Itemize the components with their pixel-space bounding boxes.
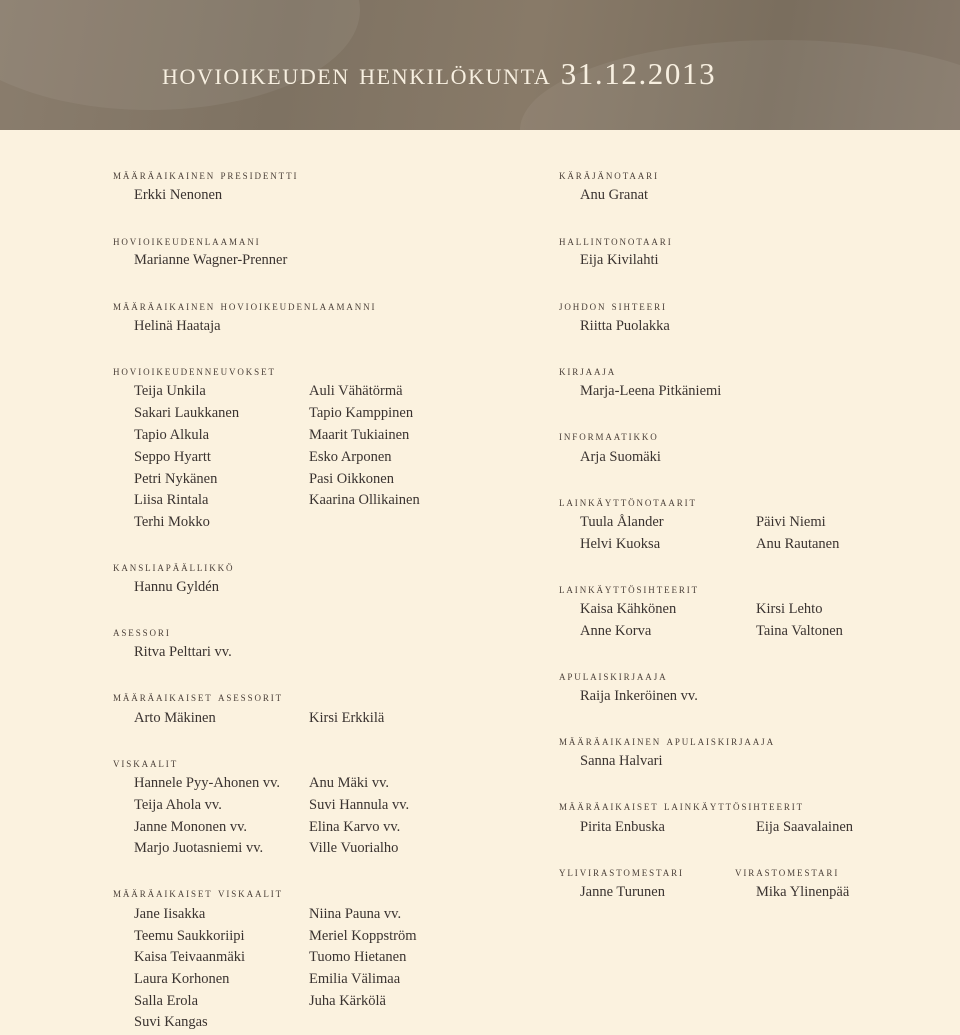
name-item: Raija Inkeröinen vv. [580, 688, 698, 704]
heading-maaraaikainen-hovioikeudenlaamanni: määräaikainen hovioikeudenlaamanni [113, 298, 377, 313]
heading-kirjaaja: kirjaaja [559, 363, 617, 378]
header-banner [0, 0, 960, 130]
heading-johdon-sihteeri: johdon sihteeri [559, 298, 667, 313]
name-item: Suvi Kangas [134, 1014, 208, 1030]
name-item: Sakari Laukkanen [134, 405, 240, 421]
name-item: Teemu Saukkoriipi [134, 928, 245, 944]
name-item: Maarit Tukiainen [309, 427, 410, 443]
name-item: Anne Korva [580, 623, 652, 639]
name-item: Tapio Alkula [134, 427, 210, 443]
name-item: Kirsi Lehto [756, 601, 823, 617]
name-item: Laura Korhonen [134, 971, 230, 987]
name-item: Marja-Leena Pitkäniemi [580, 383, 722, 399]
name-item: Seppo Hyartt [134, 449, 211, 465]
heading-viskaalit: viskaalit [113, 755, 179, 770]
name-item: Suvi Hannula vv. [309, 797, 410, 813]
name-item: Helinä Haataja [134, 318, 221, 334]
name-item: Elina Karvo vv. [309, 819, 401, 835]
heading-maaraaikainen-presidentti: määräaikainen presidentti [113, 167, 299, 182]
name-item: Eija Kivilahti [580, 252, 659, 268]
heading-ylivirastomestari: ylivirastomestari [559, 864, 684, 879]
name-item: Petri Nykänen [134, 471, 218, 487]
heading-asessori: asessori [113, 624, 171, 639]
name-item: Kaisa Teivaanmäki [134, 949, 246, 965]
name-item: Ritva Pelttari vv. [134, 644, 232, 660]
heading-hovioikeudenlaamani: hovioikeudenlaamani [113, 233, 261, 248]
name-item: Teija Ahola vv. [134, 797, 222, 813]
name-item: Salla Erola [134, 993, 199, 1009]
name-item: Emilia Välimaa [309, 971, 401, 987]
name-item: Hannu Gyldén [134, 579, 219, 595]
banner-texture [0, 0, 360, 110]
name-item: Pasi Oikkonen [309, 471, 394, 487]
heading-informaatikko: informaatikko [559, 428, 659, 443]
name-item: Arto Mäkinen [134, 710, 216, 726]
name-item: Jane Iisakka [134, 906, 206, 922]
heading-hallintonotaari: hallintonotaari [559, 233, 673, 248]
heading-maaraaikaiset-viskaalit: määräaikaiset viskaalit [113, 885, 284, 900]
heading-maaraaikaiset-asessorit: määräaikaiset asessorit [113, 689, 284, 704]
name-item: Riitta Puolakka [580, 318, 670, 334]
name-item: Helvi Kuoksa [580, 536, 661, 552]
heading-apulaiskirjaaja: apulaiskirjaaja [559, 668, 668, 683]
heading-kansliapaallikko: kansliapäällikkö [113, 559, 235, 574]
name-item: Tuomo Hietanen [309, 949, 407, 965]
name-item: Meriel Koppström [309, 928, 417, 944]
name-item: Janne Turunen [580, 884, 665, 900]
name-item: Hannele Pyy-Ahonen vv. [134, 775, 281, 791]
heading-karajanotaari: käräjänotaari [559, 167, 659, 182]
heading-lainkayttonotaarit: lainkäyttönotaarit [559, 494, 697, 509]
name-item: Taina Valtonen [756, 623, 843, 639]
heading-hovioikeudenneuvokset: hovioikeudenneuvokset [113, 363, 276, 378]
name-item: Eija Saavalainen [756, 819, 854, 835]
name-item: Tapio Kamppinen [309, 405, 414, 421]
name-item: Kaisa Kähkönen [580, 601, 677, 617]
heading-maaraaikaiset-lainkayttosihteerit: määräaikaiset lainkäyttösihteerit [559, 798, 805, 813]
name-item: Anu Granat [580, 187, 649, 203]
name-item: Auli Vähätörmä [309, 383, 403, 399]
name-item: Teija Unkila [134, 383, 206, 399]
name-item: Anu Rautanen [756, 536, 840, 552]
name-item: Kirsi Erkkilä [309, 710, 385, 726]
name-item: Niina Pauna vv. [309, 906, 402, 922]
name-item: Ville Vuorialho [309, 840, 399, 856]
heading-lainkayttosihteerit: lainkäyttösihteerit [559, 581, 700, 596]
name-item: Pirita Enbuska [580, 819, 665, 835]
name-item: Esko Arponen [309, 449, 392, 465]
name-item: Liisa Rintala [134, 492, 209, 508]
heading-virastomestari: virastomestari [735, 864, 840, 879]
name-item: Marianne Wagner-Prenner [134, 252, 288, 268]
name-item: Erkki Nenonen [134, 187, 223, 203]
name-item: Juha Kärkölä [309, 993, 386, 1009]
name-item: Janne Mononen vv. [134, 819, 248, 835]
name-item: Arja Suomäki [580, 449, 661, 465]
name-item: Päivi Niemi [756, 514, 826, 530]
name-item: Tuula Ålander [580, 514, 664, 530]
name-item: Anu Mäki vv. [309, 775, 390, 791]
name-item: Terhi Mokko [134, 514, 210, 530]
heading-maaraaikainen-apulaiskirjaaja: määräaikainen apulaiskirjaaja [559, 733, 775, 748]
name-item: Marjo Juotasniemi vv. [134, 840, 264, 856]
name-item: Sanna Halvari [580, 753, 663, 769]
page-title: hovioikeuden henkilökunta 31.12.2013 [162, 56, 717, 91]
name-item: Mika Ylinenpää [756, 884, 850, 900]
name-item: Kaarina Ollikainen [309, 492, 420, 508]
